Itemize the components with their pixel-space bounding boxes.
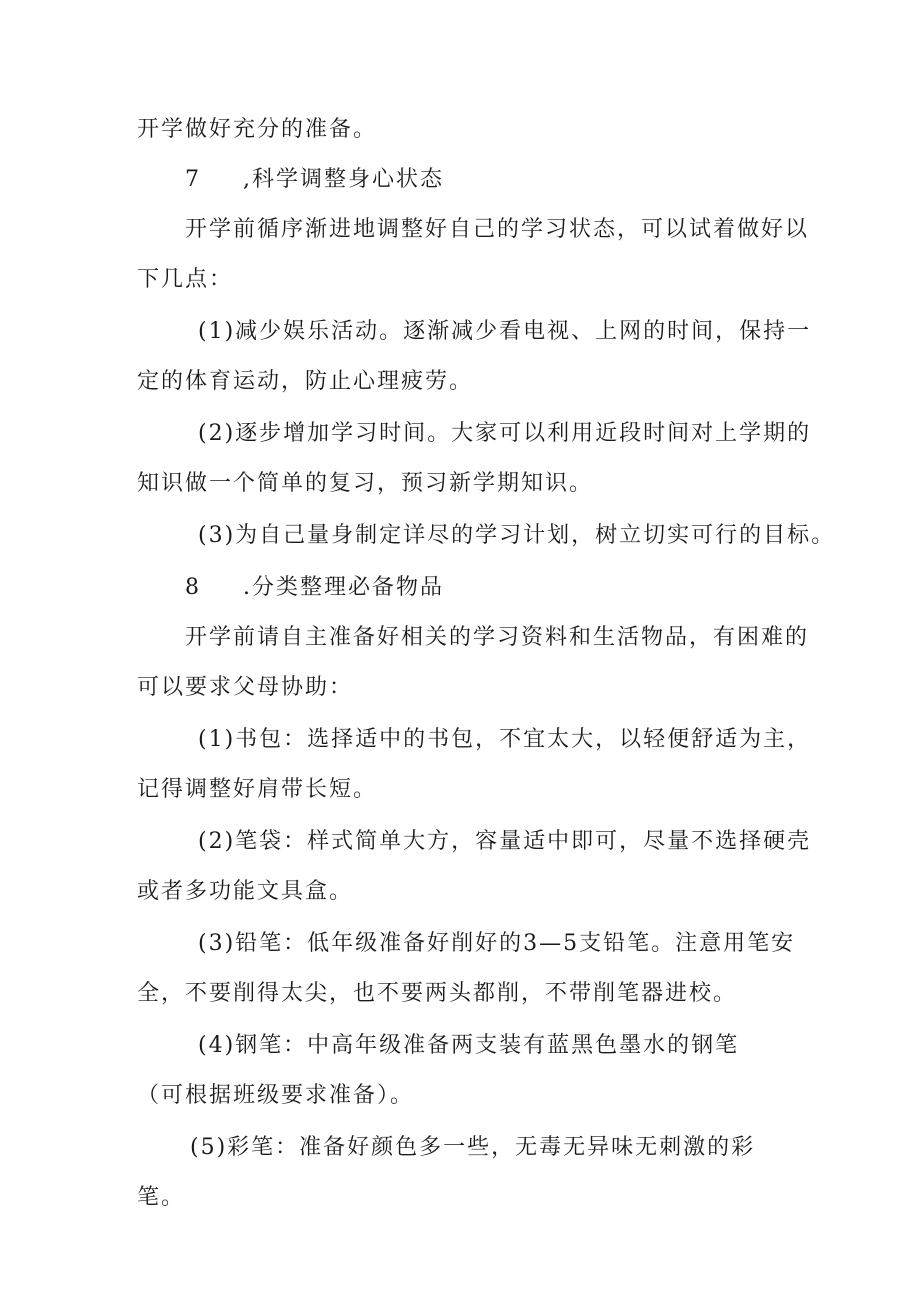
section-number: 7: [185, 167, 201, 192]
list-item-line: 全，不要削得太尖，也不要两头都削，不带削笔器进校。: [137, 981, 738, 1006]
section-number: 8: [185, 575, 201, 600]
list-item-line: (1)书包：选择适中的书包，不宜太大，以轻便舒适为主，: [198, 727, 812, 752]
section-title: ,科学调整身心状态: [243, 167, 444, 192]
list-item-line: 或者多功能文具盒。: [137, 879, 354, 904]
section-heading-8: [185, 573, 444, 603]
paragraph-line: 可以要求父母协助：: [137, 675, 354, 700]
list-item-line: (1)减少娱乐活动。逐渐减少看电视、上网的时间，保持一: [198, 319, 812, 344]
paragraph-line: 开学做好充分的准备。: [137, 117, 378, 142]
list-item-line: (4)钢笔：中高年级准备两支装有蓝黑色墨水的钢笔: [198, 1033, 740, 1058]
section-title: .分类整理必备物品: [243, 575, 444, 600]
paragraph-line: 开学前循序渐进地调整好自己的学习状态，可以试着做好以: [185, 217, 810, 242]
list-item-line: (5)彩笔：准备好颜色多一些，无毒无异味无刺激的彩: [190, 1135, 756, 1160]
list-item-line: 记得调整好肩带长短。: [137, 777, 378, 802]
paragraph-line: 开学前请自主准备好相关的学习资料和生活物品，有困难的: [185, 625, 810, 650]
list-item-line: (3)为自己量身制定详尽的学习计划，树立切实可行的目标。: [198, 523, 836, 548]
paragraph-line: 下几点：: [137, 267, 234, 292]
list-item-line: (3)铅笔：低年级准备好削好的3—5支铅笔。注意用笔安: [198, 931, 796, 956]
list-item-line: (2)逐步增加学习时间。大家可以利用近段时间对上学期的: [198, 421, 812, 446]
list-item-line: 定的体育运动，防止心理疲劳。: [137, 369, 474, 394]
list-item-line: 知识做一个简单的复习，预习新学期知识。: [137, 471, 594, 496]
list-item-line: （可根据班级要求准备）。: [137, 1083, 415, 1108]
list-item-line: 笔。: [137, 1185, 186, 1210]
section-heading-7: [185, 165, 444, 195]
list-item-line: (2)笔袋：样式简单大方，容量适中即可，尽量不选择硬壳: [198, 829, 812, 854]
